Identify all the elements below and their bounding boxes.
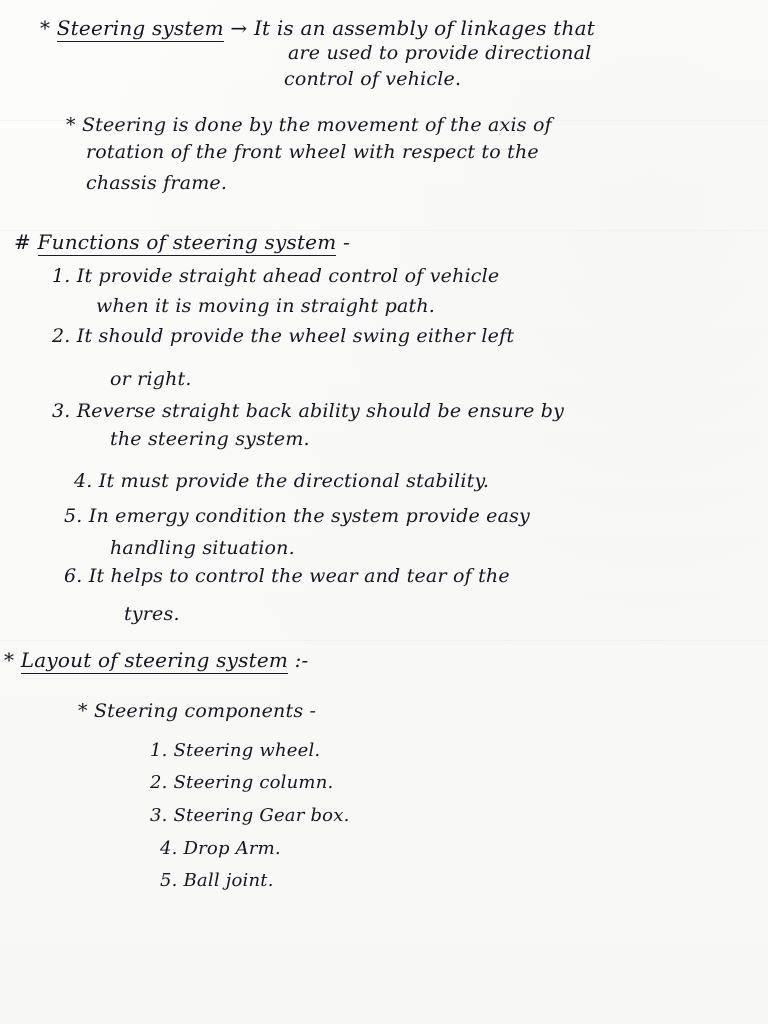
faint-rule [0,640,768,641]
function-number: 5. [64,505,83,527]
component-item [160,838,281,859]
function-number: 2. [52,325,71,347]
arrow-icon: → [230,16,248,40]
function-item [52,265,499,287]
component-label: Steering wheel. [173,740,321,761]
intro-definition-1: It is an assembly of linkages that [253,16,595,40]
functions-heading: Functions of steering system [37,230,337,254]
function-text-continued: tyres. [124,603,180,625]
component-item [150,740,320,761]
function-text: It should provide the wheel swing either left [76,325,515,347]
function-item [64,505,530,527]
function-text: In emergy condition the system provide easy [88,505,530,527]
intro-note-3: chassis frame. [86,172,228,194]
function-text-continued: or right. [110,368,192,390]
function-number: 4. [74,470,93,492]
component-number: 5. [160,870,178,891]
functions-marker: # [14,230,31,254]
intro-heading: Steering system [56,16,224,40]
intro-bullet: * [40,16,51,40]
function-text-continued: when it is moving in straight path. [96,295,436,317]
function-text: It provide straight ahead control of vehicle [76,265,500,287]
function-item [74,470,489,492]
function-text-continued: the steering system. [110,428,310,450]
functions-heading-line [14,230,350,254]
component-label: Ball joint. [183,870,274,891]
intro-note-1: * Steering is done by the movement of the axis of [66,114,552,136]
function-number: 3. [52,400,71,422]
intro-heading-line [40,16,595,40]
layout-bullet: * [4,648,15,672]
function-item [52,325,514,347]
layout-heading: Layout of steering system [20,648,289,672]
function-item [64,565,510,587]
component-number: 4. [160,838,178,859]
component-number: 3. [150,805,168,826]
component-label: Drop Arm. [183,838,281,859]
function-text: It helps to control the wear and tear of the [88,565,510,587]
component-item [150,772,333,793]
component-item [160,870,274,891]
component-item [150,805,350,826]
component-number: 1. [150,740,168,761]
intro-definition-3: control of vehicle. [284,68,462,90]
layout-heading-line [4,648,309,672]
function-text: Reverse straight back ability should be ensure by [76,400,565,422]
intro-definition-2: are used to provide directional [288,42,592,64]
layout-suffix: :- [294,648,309,672]
functions-dash: - [342,230,350,254]
component-number: 2. [150,772,168,793]
function-number: 1. [52,265,71,287]
component-label: Steering column. [173,772,334,793]
component-label: Steering Gear box. [173,805,350,826]
intro-note-2: rotation of the front wheel with respect to the [86,141,539,163]
function-text-continued: handling situation. [110,537,295,559]
function-number: 6. [64,565,83,587]
components-heading: * Steering components - [78,700,317,722]
function-text: It must provide the directional stability. [98,470,490,492]
function-item [52,400,564,422]
